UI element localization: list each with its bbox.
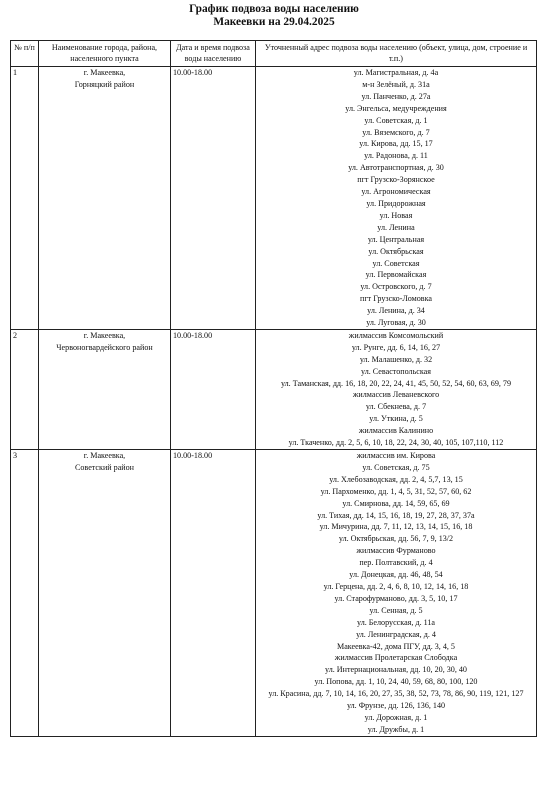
table-header-row [11,41,537,67]
address-line: ул. Донецкая, дд. 46, 48, 54 [349,570,443,580]
address-line: ул. Придорожная [366,198,426,208]
address-line: ул. Сбекнева, д. 7 [365,402,427,412]
table-row [11,67,537,330]
address-line: ул. Севастопольская [361,366,431,376]
address-line: ул. Красина, дд. 7, 10, 14, 16, 20, 27, 35, 38, 52, 73, 78, 86, 90, 119, 121, 127 [268,689,524,699]
address-line: ул. Смирнова, дд. 14, 59, 65, 69 [342,498,450,508]
address-line: ул. Дорожная, д. 1 [364,712,428,722]
title-line-1: График подвоза воды населению [189,3,359,15]
address-line: ул. Фрунзе, дд. 126, 136, 140 [346,701,446,711]
row-time: 10.00-18.00 [171,450,256,737]
address-line: ул. Вяземского, д. 7 [362,127,430,137]
table-body [11,67,537,737]
address-line: ул. Советская, д. 1 [364,115,428,125]
address-line: жилмассив Калинино [358,426,434,436]
address-line: ул. Уткина, д. 5 [369,414,423,424]
address-line: пгт Грузско-Зорянское [357,175,435,185]
row-time: 10.00-18.00 [171,329,256,449]
address-line: ул. Новая [379,210,413,220]
address-line: ул. Мичурина, дд. 7, 11, 12, 13, 14, 15, 16, 18 [319,522,473,532]
address-line: ул. Октябрьская, дд. 56, 7, 9, 13/2 [338,534,454,544]
address-line: ул. Ленина, д. 34 [367,306,425,316]
address-line: ул. Пархоменко, дд. 1, 4, 5, 31, 52, 57, 60, 62 [320,486,472,496]
address-line: ул. Радонова, д. 11 [364,151,428,161]
address-line: ул. Белорусская, д. 11а [357,617,435,627]
address-line: жилмассив Комсомольский [348,330,444,340]
address-line: ул. Луговая, д. 30 [366,318,426,328]
table-row [11,450,537,737]
address-line: пер. Полтавский, д. 4 [359,558,433,568]
address-line: ул. Магистральная, д. 4а [353,68,439,77]
row-addresses [256,450,537,737]
address-line: пгт Грузско-Ломовка [360,294,432,304]
locality-text: г. Макеевка, [83,330,126,340]
address-line: ул. Интернациональная, дд. 10, 20, 30, 40 [325,665,467,675]
row-number: 2 [11,329,39,449]
address-line: ул. Агрономическая [361,187,431,197]
title-line-2: Макеевки на 29.04.2025 [213,16,335,28]
address-line: ул. Сенная, д. 5 [369,605,423,615]
header-address: Уточненный адрес подвоза воды населению (объект, улица, дом, строение и т.п.) [256,41,537,67]
row-time: 10.00-18.00 [171,67,256,330]
address-line: ул. Старофурманово, дд. 3, 5, 10, 17 [334,593,458,603]
water-delivery-table [10,40,537,737]
address-line: ул. Ткаченко, дд. 2, 5, 6, 10, 18, 22, 24, 30, 40, 105, 107,110, 112 [288,438,504,448]
address-line: ул. Попова, дд. 1, 10, 24, 40, 59, 68, 80, 100, 120 [314,677,478,687]
header-locality: Наименование города, района, населенного пункта [39,41,171,67]
address-line: ул. Автотранспортная, д. 30 [348,163,444,173]
address-line: жилмассив Леваневского [352,390,440,400]
address-line: ул. Панченко, д. 27а [361,91,431,101]
row-number: 3 [11,450,39,737]
address-line: ул. Малашенко, д. 32 [359,354,433,364]
address-line: ул. Таманская, дд. 16, 18, 20, 22, 24, 41, 45, 50, 52, 54, 60, 63, 69, 79 [280,378,512,388]
address-line: ул. Первомайская [365,270,427,280]
address-line: ул. Центральная [367,234,425,244]
address-line: жилмассив им. Кирова [356,451,436,460]
row-addresses [256,329,537,449]
address-line: жилмассив Фурманово [356,546,436,556]
header-time: Дата и время подвоза воды населению [171,41,256,67]
address-line: м-н Зелёный, д. 31а [362,79,430,89]
locality-text: г. Макеевка, [83,68,126,77]
address-line: ул. Дружбы, д. 1 [367,724,425,734]
row-locality [39,450,171,737]
row-locality [39,67,171,330]
row-number: 1 [11,67,39,330]
address-line: ул. Хлебозаводская, дд. 2, 4, 5,7, 13, 15 [329,474,463,484]
address-line: ул. Ленина [377,222,415,232]
address-line: ул. Советская [372,258,420,268]
address-line: жилмассив Пролетарская Слободка [334,653,458,663]
row-locality [39,329,171,449]
table-row [11,329,537,449]
address-line: ул. Рунге, дд. 6, 14, 16, 27 [351,342,441,352]
address-line: ул. Советская, д. 75 [362,462,430,472]
address-line: Макеевка-42, дома ПГУ, дд. 3, 4, 5 [337,641,455,651]
locality-text: г. Макеевка, [83,451,126,460]
document-title [0,3,548,29]
address-line: ул. Островского, д. 7 [360,282,432,292]
locality-text: Советский район [74,462,134,472]
locality-text: Червоногвардейского район [56,342,153,352]
address-line: ул. Октябрьская [368,246,424,256]
header-number: № п/п [11,41,39,67]
address-line: ул. Кирова, дд. 15, 17 [359,139,433,149]
address-line: ул. Энгельса, медучреждения [345,103,447,113]
locality-text: Горняцкий район [74,79,135,89]
address-line: ул. Герцена, дд. 2, 4, 6, 8, 10, 12, 14, 16, 18 [323,581,469,591]
address-line: ул. Ленинградская, д. 4 [356,629,436,639]
row-addresses [256,67,537,330]
address-line: ул. Тихая, дд. 14, 15, 16, 18, 19, 27, 28, 37, 37а [317,510,475,520]
